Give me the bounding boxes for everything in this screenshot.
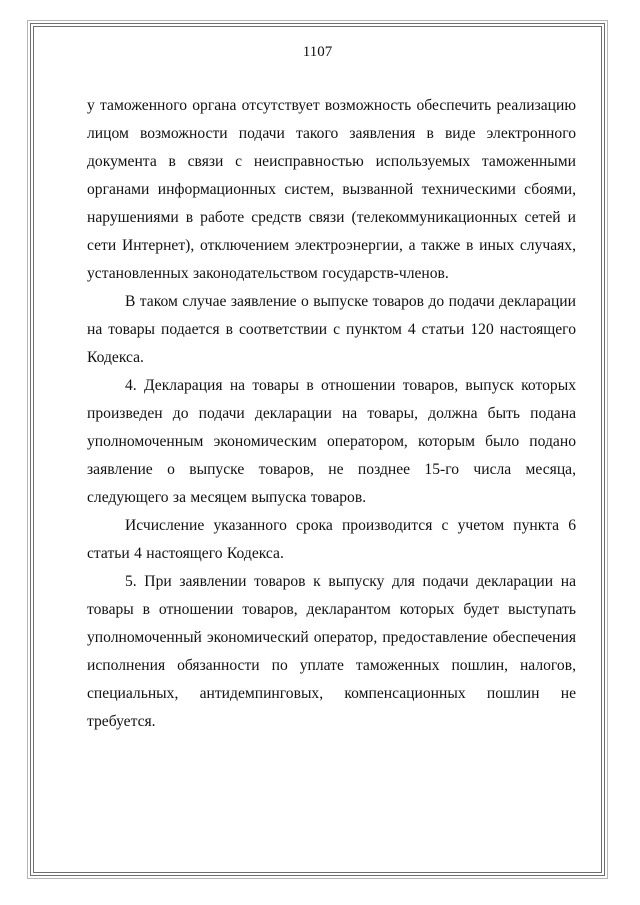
page-number: 1107 <box>302 44 333 60</box>
paragraph-clause-4: 4. Декларация на товары в отношении товаров, выпуск которых произведен до подачи декларации на товары, должна быть подана уполномоченным экономическим оператором, которым было подано заявление о выпуске товаров, не позднее 15-го числа месяца, следующего за месяцем выпуска товаров. <box>87 377 576 506</box>
paragraph-application-procedure: В таком случае заявление о выпуске товаров до подачи декларации на товары подается в соответствии с пунктом 4 статьи 120 настоящего Кодекса. <box>87 293 576 366</box>
paragraph-continuation: у таможенного органа отсутствует возможность обеспечить реализацию лицом возможности подачи такого заявления в виде электронного документа в связи с неисправностью используемых таможенными органами информационных систем, вызванной техническими сбоями, нарушениями в работе средств связи (телекоммуникационных сетей и сети Интернет), отключением электроэнергии, а также в иных случаях, установленных законодательством государств-членов. <box>87 97 576 282</box>
document-body <box>87 92 576 736</box>
paragraph-deadline-calculation: Исчисление указанного срока производится с учетом пункта 6 статьи 4 настоящего Кодекса. <box>87 517 576 562</box>
page-frame <box>30 23 605 876</box>
paragraph-clause-5: 5. При заявлении товаров к выпуску для подачи декларации на товары в отношении товаров, декларантом которых будет выступать уполномоченный экономический оператор, предоставление обеспечения исполнения обязанности по уплате таможенных пошлин, налогов, специальных, антидемпинговых, компенсационных пошлин не требуется. <box>87 573 576 730</box>
